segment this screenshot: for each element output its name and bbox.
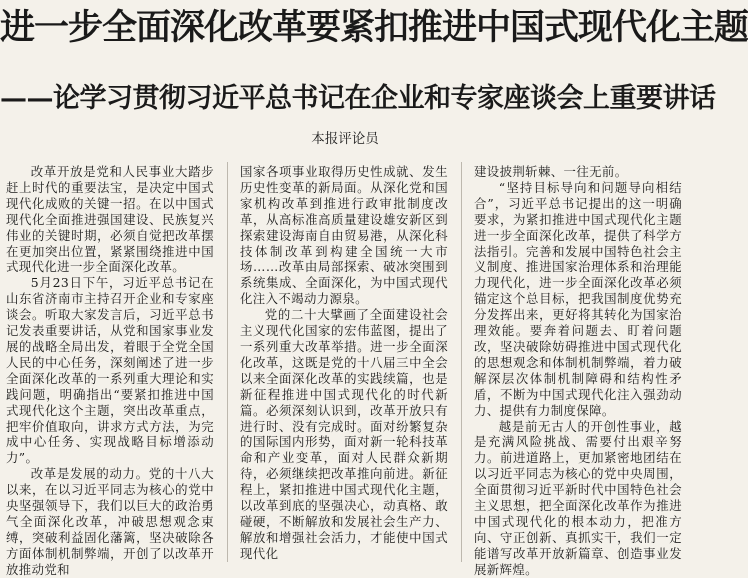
subheadline: ——论学习贯彻习近平总书记在企业和专家座谈会上重要讲话 bbox=[0, 83, 716, 114]
paragraph: 党的二十大擘画了全面建设社会主义现代化国家的宏伟蓝图，提出了一系列重大改革举措。进一步全面深化改革，这既是党的十八届三中全会以来全面深化改革的实践续篇，也是新征程推进中国式现代化的时代新篇。必须深刻认识到，改革开放只有进行时、没有完成时。面对纷繁复杂的国际国内形势，面对新一轮科技革命和产业变革，面对人民群众新期待，必须继续把改革推向前进。新征程上，紧扣推进中国式现代化主题，以改革到底的坚强决心，动真格、敢碰硬，不断解放和发展社会生产力、解放和增强社会活力，才能使中国式现代化 bbox=[240, 307, 448, 561]
column-divider bbox=[227, 162, 228, 562]
byline: 本报评论员 bbox=[311, 131, 379, 147]
column-divider bbox=[461, 162, 462, 562]
article-column-1 bbox=[6, 164, 214, 577]
headline: 进一步全面深化改革要紧扣推进中国式现代化主题 bbox=[0, 8, 748, 48]
paragraph: 建设披荆斩棘、一往无前。 bbox=[474, 164, 628, 179]
paragraph: 国家各项事业取得历史性成就、发生历史性变革的新局面。从深化党和国家机构改革到推进行政审批制度改革，从高标准高质量建设雄安新区到探索建设海南自由贸易港，从深化科技体制改革到构建全国统一大市场……改革由局部探索、破冰突围到系统集成、全面深化，为中国式现代化注入不竭动力源泉。 bbox=[240, 164, 448, 307]
paragraph: 改革开放是党和人民事业大踏步赶上时代的重要法宝，是决定中国式现代化成败的关键一招。在以中国式现代化全面推进强国建设、民族复兴伟业的关键时期，必须自觉把改革摆在更加突出位置，紧紧围绕推进中国式现代化进一步全面深化改革。 bbox=[6, 164, 214, 275]
paragraph: 越是前无古人的开创性事业，越是充满风险挑战、需要付出艰辛努力。前进道路上，更加紧密地团结在以习近平同志为核心的党中央周围，全面贯彻习近平新时代中国特色社会主义思想，把全面深化改革作为推进中国式现代化的根本动力，把准方向、守正创新、真抓实干，我们一定能谱写改革开放新篇章、创造事业发展新辉煌。 bbox=[474, 418, 682, 577]
article-column-2 bbox=[240, 164, 448, 567]
paragraph: 5月23日下午，习近平总书记在山东省济南市主持召开企业和专家座谈会。听取大家发言后，习近平总书记发表重要讲话，从党和国家事业发展的战略全局出发，着眼于全党全国人民的中心任务，深刻阐述了进一步全面深化改革的一系列重大理论和实践问题，明确指出“要紧扣推进中国式现代化这个主题，突出改革重点，把牢价值取向，讲求方式方法，为完成中心任务、实现战略目标增添动力”。 bbox=[6, 275, 214, 466]
article-column-3 bbox=[474, 164, 682, 577]
paragraph: 改革是发展的动力。党的十八大以来，在以习近平同志为核心的党中央坚强领导下，我们以巨大的政治勇气全面深化改革，冲破思想观念束缚，突破利益固化藩篱，坚决破除各方面体制机制弊端，开创了以改革开放推动党和 bbox=[6, 466, 214, 577]
paragraph: “坚持目标导向和问题导向相结合”，习近平总书记提出的这一明确要求，为紧扣推进中国式现代化主题进一步全面深化改革，提供了科学方法指引。完善和发展中国特色社会主义制度、推进国家治理体系和治理能力现代化，进一步全面深化改革必须锚定这个总目标，把我国制度优势充分发挥出来，更好将其转化为国家治理效能。要奔着问题去、盯着问题改，坚决破除妨碍推进中国式现代化的思想观念和体制机制弊端，着力破解深层次体制机制障碍和结构性矛盾，不断为中国式现代化注入强劲动力、提供有力制度保障。 bbox=[474, 179, 682, 418]
